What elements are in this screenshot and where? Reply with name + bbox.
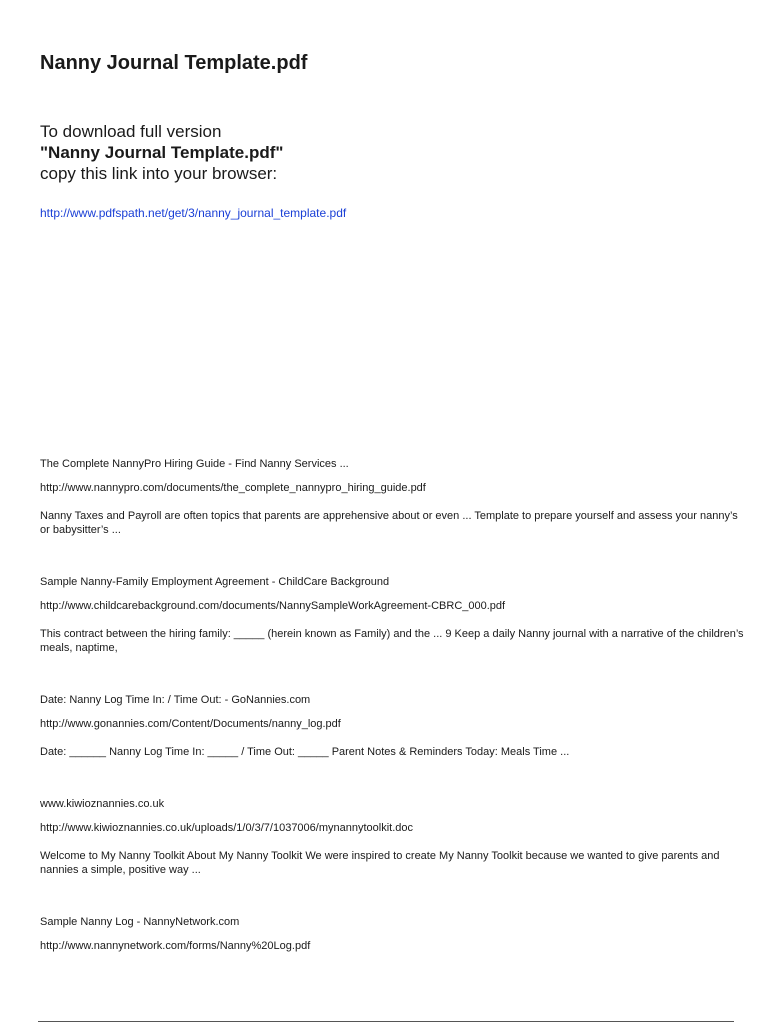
result-url: http://www.nannynetwork.com/forms/Nanny%20Log.pdf (40, 940, 311, 952)
result-title: Sample Nanny Log - NannyNetwork.com (40, 916, 240, 928)
document-title: Nanny Journal Template.pdf (40, 52, 308, 74)
result-item (40, 797, 745, 877)
result-url: http://www.kiwioznannies.co.uk/uploads/1/0/3/7/1037006/mynannytoolkit.doc (40, 822, 414, 834)
footer-divider (38, 1021, 734, 1022)
result-snippet: Date: ______ Nanny Log Time In: _____ / Time Out: _____ Parent Notes & Reminders Today: Meals Time ... (40, 746, 570, 758)
result-title: Date: Nanny Log Time In: / Time Out: - GoNannies.com (40, 694, 311, 706)
result-url: http://www.gonannies.com/Content/Documents/nanny_log.pdf (40, 718, 341, 730)
download-filename: "Nanny Journal Template.pdf" (40, 143, 284, 162)
download-line-1: To download full version (40, 122, 222, 141)
result-item (40, 575, 745, 655)
result-item (40, 693, 745, 759)
result-item (40, 915, 745, 953)
result-title: www.kiwioznannies.co.uk (40, 798, 165, 810)
result-snippet: Nanny Taxes and Payroll are often topics that parents are apprehensive about or even ... Template to prepare yourself and assess your nanny’s or babysitter’s ... (40, 510, 738, 536)
result-title: The Complete NannyPro Hiring Guide - Find Nanny Services ... (40, 458, 349, 470)
result-item (40, 457, 745, 537)
results-list (40, 457, 745, 967)
result-snippet: Welcome to My Nanny Toolkit About My Nanny Toolkit We were inspired to create My Nanny Toolkit because we wanted to give parents and nannies a simple, positive way ... (40, 850, 720, 876)
download-link[interactable]: http://www.pdfspath.net/get/3/nanny_journal_template.pdf (40, 206, 347, 220)
download-line-3: copy this link into your browser: (40, 164, 278, 183)
result-url: http://www.childcarebackground.com/documents/NannySampleWorkAgreement-CBRC_000.pdf (40, 600, 506, 612)
download-instructions (40, 121, 283, 184)
result-url: http://www.nannypro.com/documents/the_complete_nannypro_hiring_guide.pdf (40, 482, 426, 494)
result-title: Sample Nanny-Family Employment Agreement - ChildCare Background (40, 576, 390, 588)
result-snippet: This contract between the hiring family: _____ (herein known as Family) and the ... 9 Keep a daily Nanny journal with a narrative of the children’s meals, naptime, (40, 628, 744, 654)
